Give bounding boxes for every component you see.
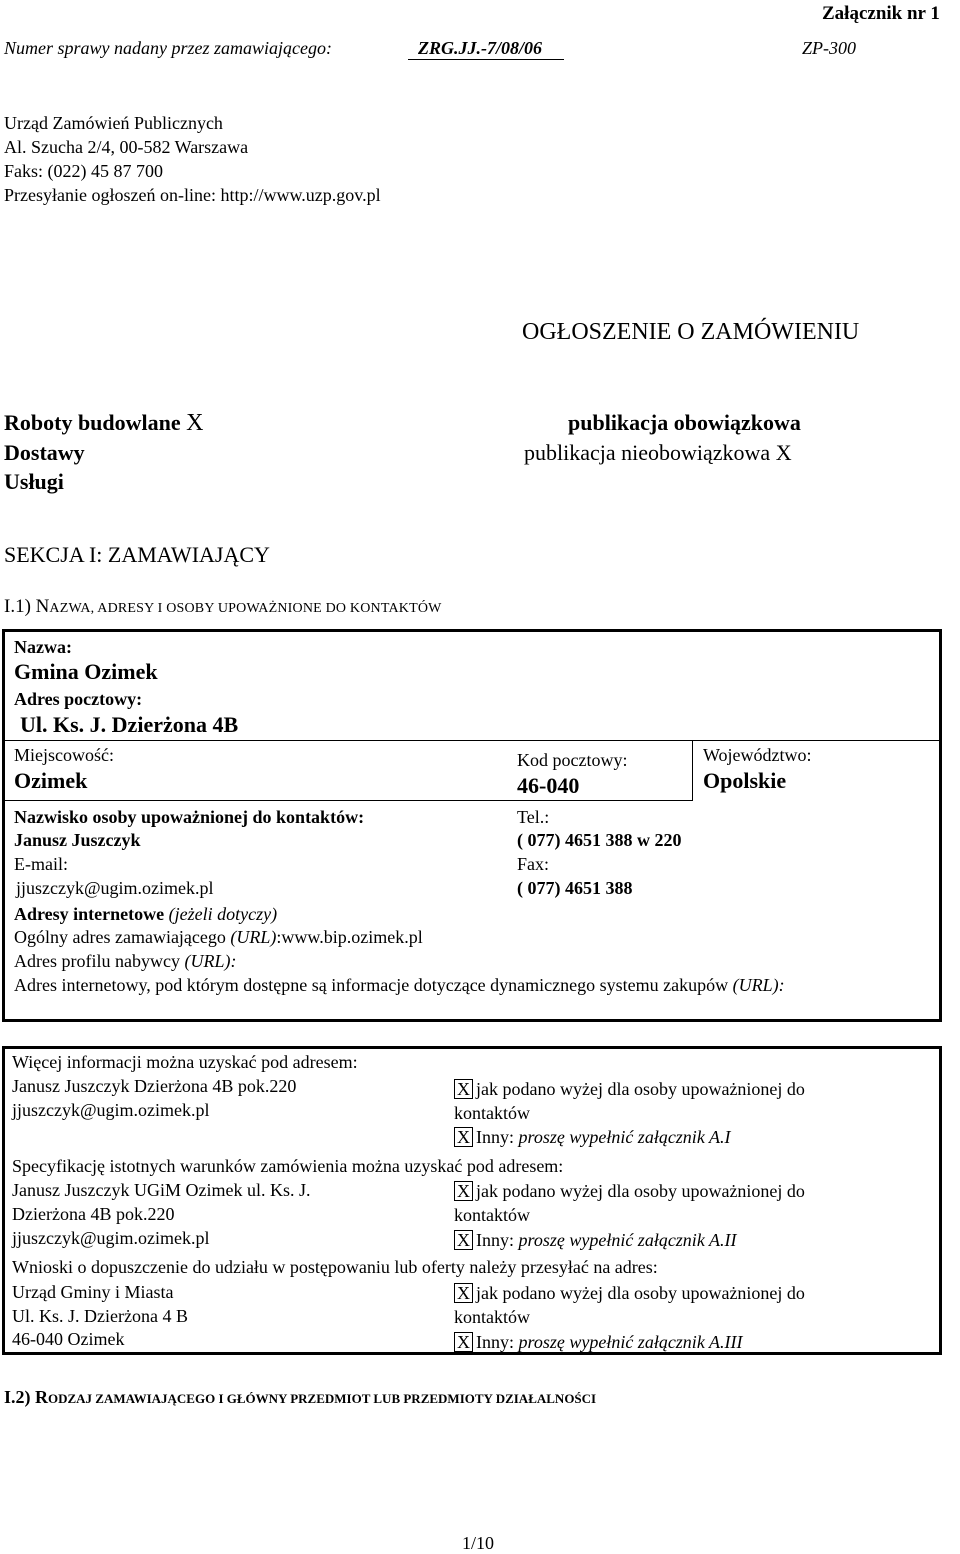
order-type-supplies: Dostawy <box>4 440 85 465</box>
info-left-1: Janusz Juszczyk Dzierżona 4B pok.220 <box>12 1076 297 1096</box>
bids-right-3: X Inny: proszę wypełnić załącznik A.III <box>454 1331 742 1353</box>
voivodeship-label: Województwo: <box>703 745 812 765</box>
person-label: Nazwisko osoby upoważnionej do kontaktów: <box>14 807 365 827</box>
section1-sub1: I.1) NAZWA, ADRESY I OSOBY UPOWAŻNIONE DO KONTAKTÓW <box>4 596 442 617</box>
info-right-3: X Inny: proszę wypełnić załącznik A.I <box>454 1126 730 1148</box>
case-number-value: ZRG.JJ.-7/08/06 <box>408 37 564 60</box>
address-label: Adres pocztowy: <box>14 689 143 709</box>
postcode-value: 46-040 <box>517 773 580 798</box>
buyer-profile-row: Adres profilu nabywcy (URL): <box>14 951 237 971</box>
publication-optional: publikacja nieobowiązkowa X <box>524 440 792 465</box>
works-mark: X <box>186 410 204 436</box>
address-value: Ul. Ks. J. Dzierżona 4B <box>20 712 239 737</box>
publication-mandatory: publikacja obowiązkowa <box>568 410 801 435</box>
info-left-2: jjuszczyk@ugim.ozimek.pl <box>12 1100 210 1120</box>
page-title: OGŁOSZENIE O ZAMÓWIENIU <box>522 319 860 345</box>
uzp-line3: Faks: (022) 45 87 700 <box>4 161 163 181</box>
general-url-row: Ogólny adres zamawiającego (URL):www.bip.ozimek.pl <box>14 927 423 947</box>
person-value: Janusz Juszczyk <box>14 830 141 850</box>
bids-check-2: X <box>454 1332 473 1352</box>
spec-title: Specyfikację istotnych warunków zamówienia można uzyskać pod adresem: <box>12 1156 564 1176</box>
tel-label: Tel.: <box>517 807 550 827</box>
zp-code: ZP-300 <box>802 38 856 58</box>
spec-left-3: jjuszczyk@ugim.ozimek.pl <box>12 1228 210 1248</box>
city-label: Miejscowość: <box>14 745 114 765</box>
info-right-1: X jak podano wyżej dla osoby upoważnionej do <box>454 1078 805 1100</box>
attachment-label: Załącznik nr 1 <box>822 3 940 24</box>
uzp-line2: Al. Szucha 2/4, 00-582 Warszawa <box>4 137 249 157</box>
uzp-line4: Przesyłanie ogłoszeń on-line: http://www.uzp.gov.pl <box>4 185 381 205</box>
bids-right-1: X jak podano wyżej dla osoby upoważnionej do <box>454 1282 805 1304</box>
fax-label: Fax: <box>517 854 550 874</box>
tel-value: ( 077) 4651 388 w 220 <box>517 830 682 850</box>
spec-right-3: X Inny: proszę wypełnić załącznik A.II <box>454 1229 736 1251</box>
bids-title: Wnioski o dopuszczenie do udziału w postępowaniu lub oferty należy przesyłać na adres: <box>12 1257 658 1277</box>
bids-left-3: 46-040 Ozimek <box>12 1329 125 1349</box>
name-value: Gmina Ozimek <box>14 659 158 684</box>
name-label: Nazwa: <box>14 637 72 657</box>
page-number: 1/10 <box>462 1533 495 1553</box>
spec-right-1: X jak podano wyżej dla osoby upoważnionej do <box>454 1180 805 1202</box>
internet-row: Adresy internetowe (jeżeli dotyczy) <box>14 904 278 924</box>
bids-right-2: kontaktów <box>454 1307 530 1327</box>
section1-2-title: I.2) RODZAJ ZAMAWIAJĄCEGO I GŁÓWNY PRZEDMIOT LUB PRZEDMIOTY DZIAŁALNOŚCI <box>4 1387 597 1407</box>
email-value: jjuszczyk@ugim.ozimek.pl <box>16 878 214 898</box>
bids-left-1: Urząd Gminy i Miasta <box>12 1282 174 1302</box>
info-check-2: X <box>454 1127 473 1147</box>
spec-left-1: Janusz Juszczyk UGiM Ozimek ul. Ks. J. <box>12 1180 311 1200</box>
dps-row: Adres internetowy, pod którym dostępne są informacje dotyczące dynamicznego systemu zakupów (URL): <box>14 975 785 995</box>
spec-check-2: X <box>454 1230 473 1250</box>
postcode-label: Kod pocztowy: <box>517 750 628 770</box>
order-type-services: Usługi <box>4 469 64 494</box>
city-value: Ozimek <box>14 768 88 793</box>
bids-left-2: Ul. Ks. J. Dzierżona 4 B <box>12 1306 188 1326</box>
spec-check-1: X <box>454 1181 473 1201</box>
info-check-1: X <box>454 1079 473 1099</box>
section1-title: SEKCJA I: ZAMAWIAJĄCY <box>4 542 270 567</box>
spec-left-2: Dzierżona 4B pok.220 <box>12 1204 175 1224</box>
uzp-line1: Urząd Zamówień Publicznych <box>4 113 223 133</box>
email-label: E-mail: <box>14 854 68 874</box>
info-right-2: kontaktów <box>454 1103 530 1123</box>
case-number-label: Numer sprawy nadany przez zamawiającego: <box>4 38 332 58</box>
info-title: Więcej informacji można uzyskać pod adresem: <box>12 1052 358 1072</box>
fax-value: ( 077) 4651 388 <box>517 878 633 898</box>
voivodeship-value: Opolskie <box>703 768 787 793</box>
order-type-works: Roboty budowlane X <box>4 410 204 436</box>
spec-right-2: kontaktów <box>454 1205 530 1225</box>
bids-check-1: X <box>454 1283 473 1303</box>
